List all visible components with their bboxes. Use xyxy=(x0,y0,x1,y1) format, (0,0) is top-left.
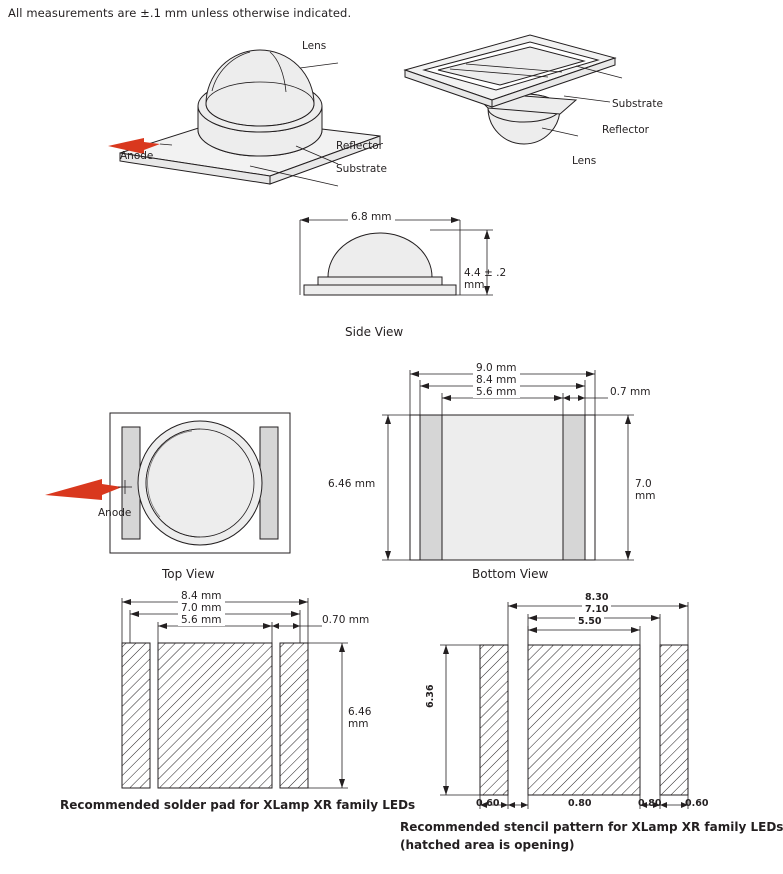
top-view xyxy=(98,405,300,581)
solder-pad-dim-inner-width: 5.6 mm xyxy=(178,614,225,626)
top-view-caption: Top View xyxy=(162,567,215,581)
iso-right-label-substrate: Substrate xyxy=(612,98,663,110)
bottom-view-dim-right-height: 7.0 mm xyxy=(635,478,656,502)
iso-right-label-reflector: Reflector xyxy=(602,124,649,136)
solder-pad-dim-outer-width: 8.4 mm xyxy=(178,590,225,602)
solder-pad-caption: Recommended solder pad for XLamp XR family LEDs xyxy=(60,798,416,812)
stencil-dim-outer-width: 8.30 xyxy=(582,592,611,603)
stencil-dim-gap-mid-left: 0.80 xyxy=(568,798,592,809)
solder-pad-dim-pad-width: 0.70 mm xyxy=(322,614,370,626)
iso-left-label-reflector: Reflector xyxy=(336,140,383,152)
stencil-dim-gap-mid-right: 0.80 xyxy=(638,798,662,809)
stencil-caption-line2: (hatched area is opening) xyxy=(400,838,575,852)
stencil-caption-line1: Recommended stencil pattern for XLamp XR family LEDs xyxy=(400,820,783,834)
side-view-drawing xyxy=(280,205,510,325)
side-view xyxy=(280,205,510,339)
stencil-dim-gap-left: 0.60 xyxy=(476,798,500,809)
iso-view-left xyxy=(100,18,410,188)
bottom-view-dim-outer-width: 9.0 mm xyxy=(473,362,520,374)
solder-pad-dim-height: 6.46 mm xyxy=(348,706,372,730)
stencil-dim-gap-right: 0.60 xyxy=(685,798,709,809)
bottom-view-dim-left-height: 6.46 mm xyxy=(328,478,376,490)
iso-right-label-lens: Lens xyxy=(572,155,597,167)
measurement-note: All measurements are ±.1 mm unless otherwise indicated. xyxy=(8,6,352,20)
bottom-view xyxy=(328,360,660,581)
bottom-view-dim-inner-width: 5.6 mm xyxy=(473,386,520,398)
side-view-height-dim: 4.4 ± .2 mm xyxy=(464,267,507,291)
side-view-width-dim: 6.8 mm xyxy=(348,211,395,223)
iso-left-label-anode: Anode xyxy=(120,150,154,162)
iso-left-label-substrate: Substrate xyxy=(336,163,387,175)
solder-pad-dim-mid-width: 7.0 mm xyxy=(178,602,225,614)
top-view-anode-label: Anode xyxy=(98,507,132,519)
top-view-anode-arrow-icon xyxy=(40,465,150,515)
stencil-view xyxy=(400,592,783,852)
iso-view-right xyxy=(380,30,680,180)
solder-pad-view xyxy=(60,590,416,812)
stencil-dim-mid-width: 7.10 xyxy=(582,604,611,615)
bottom-view-dim-pad-width: 0.7 mm xyxy=(610,386,651,398)
bottom-view-caption: Bottom View xyxy=(472,567,549,581)
stencil-drawing xyxy=(420,600,770,815)
side-view-caption: Side View xyxy=(345,325,404,339)
stencil-dim-height: 6.36 xyxy=(425,684,436,708)
iso-left-label-lens: Lens xyxy=(302,40,327,52)
bottom-view-dim-mid-width: 8.4 mm xyxy=(473,374,520,386)
stencil-dim-inner-width: 5.50 xyxy=(575,616,604,627)
